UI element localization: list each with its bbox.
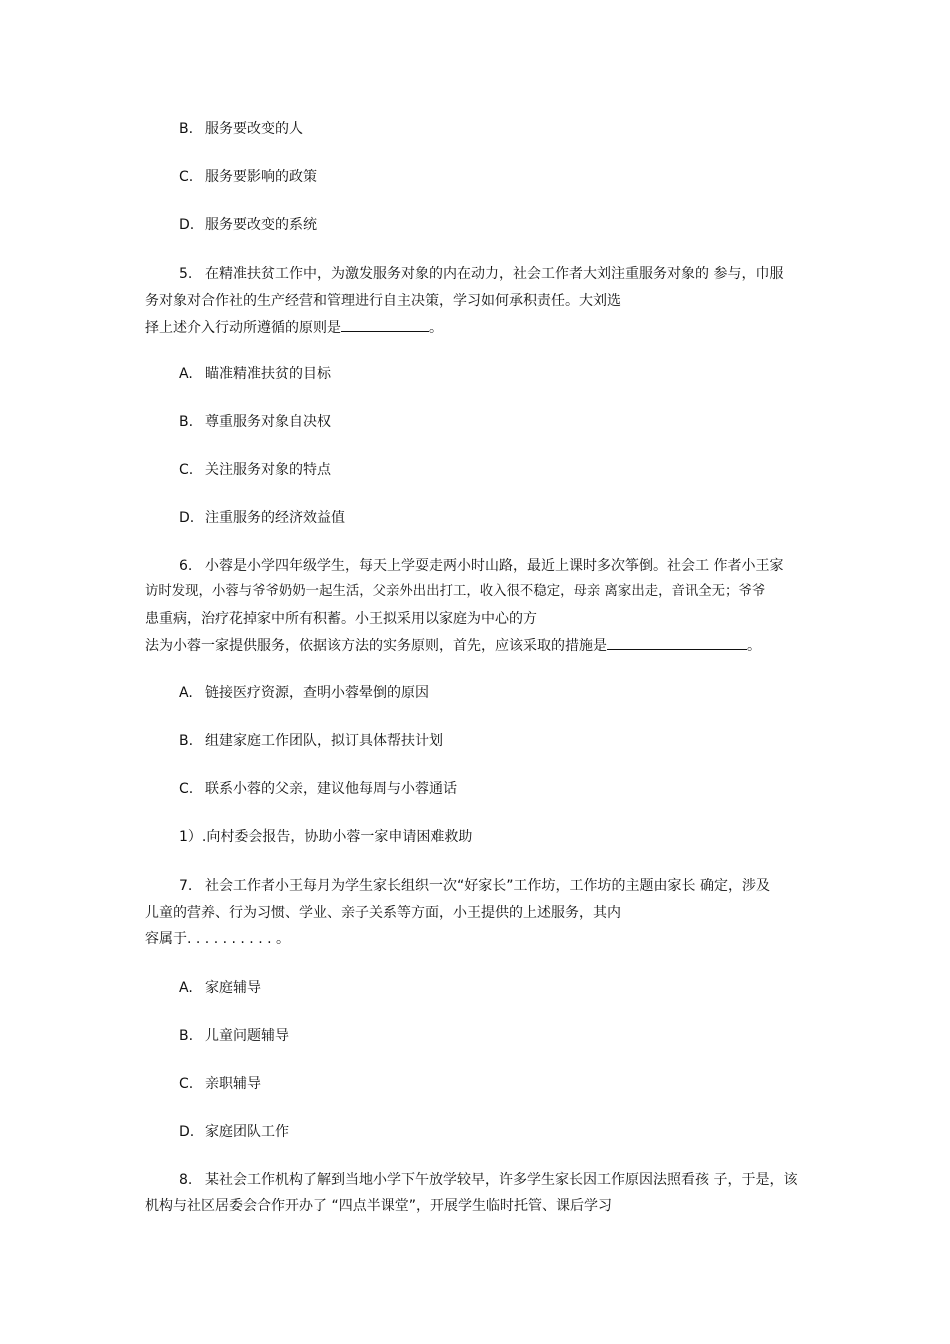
q6-line-1 [179,556,783,576]
option-text: 家庭辅导 [205,980,261,996]
option-text: 尊重服务对象自决权 [205,414,331,430]
option-text: 联系小蓉的父亲，建议他每周与小蓉通话 [205,781,457,797]
q7-option-c [179,1074,261,1094]
question-number: 7. [179,878,193,894]
option-text: 链接医疗资源，查明小蓉晕倒的原因 [205,685,429,701]
q6-option-b [179,731,443,751]
q7-option-a [179,978,261,998]
question-text: 法为小蓉一家提供服务，依据该方法的实务原则，首先，应该采取的措施是 [145,638,607,654]
q5-option-a [179,364,331,384]
question-end: 。 [747,638,761,654]
option-letter: B. [179,121,194,137]
q7-option-b [179,1026,289,1046]
q6-option-d [179,827,472,847]
option-letter: D. [179,217,195,233]
answer-blank [607,635,747,650]
option-letter: A. [179,366,193,382]
option-letter: A. [179,685,193,701]
option-text: 服务要影响的政策 [205,169,317,185]
q6-line-3: 患重病，治疗花掉家中所有积蓄。小王拟采用以家庭为中心的方 [145,611,537,627]
option-c [179,167,317,187]
option-b [179,119,303,139]
q6-line-2: 访时发现，小蓉与爷爷奶奶一起生活，父亲外出出打工，收入很不稳定，母亲 离家出走，音讯全无；爷爷 [145,584,766,599]
option-text: 亲职辅导 [205,1076,261,1092]
q7-line-3: 容属于. . . . . . . . . . 。 [145,931,291,947]
q8-line-1 [179,1170,797,1190]
question-end: 。 [429,320,443,336]
q5-option-b [179,412,331,432]
option-letter: B. [179,414,194,430]
q5-option-d [179,508,345,528]
option-letter: 1）. [179,829,207,845]
option-letter: D. [179,1124,195,1140]
option-d [179,215,317,235]
q6-line-4 [145,635,761,656]
q8-line-2: 机构与社区居委会合作开办了 “四点半课堂”，开展学生临时托管、课后学习 [145,1198,612,1214]
q6-option-c [179,779,457,799]
answer-blank [341,317,429,332]
option-letter: A. [179,980,193,996]
option-letter: C. [179,462,194,478]
question-text: 在精准扶贫工作中，为激发服务对象的内在动力，社会工作者大刘注重服务对象的 参与，巾服 [205,266,784,282]
question-text: 择上述介入行动所遵循的原则是 [145,320,341,336]
option-letter: B. [179,1028,194,1044]
question-number: 6. [179,558,193,574]
option-letter: C. [179,781,194,797]
q5-option-c [179,460,331,480]
q5-line-1 [179,264,783,284]
q5-line-2: 务对象对合作社的生产经营和管理进行自主决策，学习如何承积责任。大刘选 [145,293,621,309]
q7-option-d [179,1122,289,1142]
option-letter: C. [179,1076,194,1092]
option-text: 儿童问题辅导 [205,1028,289,1044]
option-text: 瞄准精准扶贫的目标 [205,366,331,382]
option-text: 关注服务对象的特点 [205,462,331,478]
option-text: 服务要改变的系统 [205,217,317,233]
question-text: 社会工作者小王每月为学生家长组织一次“好家长”工作坊，工作坊的主题由家长 确定，涉及 [205,878,770,894]
question-text: 某社会工作机构了解到当地小学下午放学较早，许多学生家长因工作原因法照看孩 子，于是，该 [205,1172,798,1188]
option-text: 注重服务的经济效益值 [205,510,345,526]
question-number: 5. [179,266,193,282]
option-text: 家庭团队工作 [205,1124,289,1140]
q7-line-2: 儿童的营养、行为习惯、学业、亲子关系等方面，小王提供的上述服务，其内 [145,905,621,921]
option-letter: B. [179,733,194,749]
option-text: 组建家庭工作团队，拟订具体帮扶计划 [205,733,443,749]
question-number: 8. [179,1172,193,1188]
option-letter: C. [179,169,194,185]
option-text: 服务要改变的人 [205,121,303,137]
question-text: 小蓉是小学四年级学生，每天上学耍走两小时山路，最近上课时多次筝倒。社会工 作者小王家 [205,558,784,574]
option-letter: D. [179,510,195,526]
option-text: 向村委会报告，协助小蓉一家申请困难救助 [206,829,473,845]
q5-line-3 [145,317,443,338]
q7-line-1 [179,876,770,896]
q6-option-a [179,683,429,703]
